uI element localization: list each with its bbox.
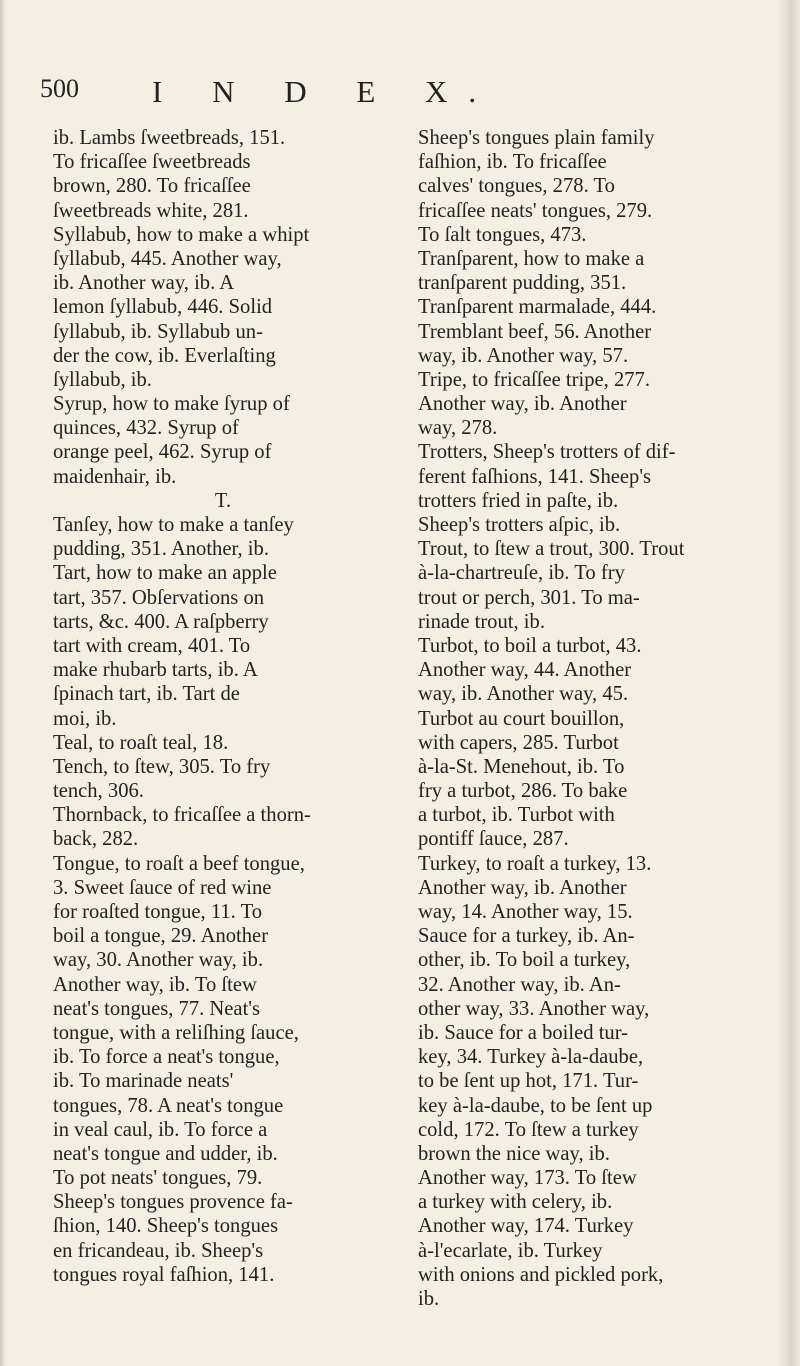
index-line: ſweetbreads white, 281.: [53, 199, 249, 222]
index-line: fricaſſee neats' tongues, 279.: [418, 199, 653, 222]
index-line: rinade trout, ib.: [418, 610, 545, 633]
index-line: Sheep's tongues provence fa-: [53, 1191, 293, 1214]
index-line: trotters fried in paſte, ib.: [418, 489, 619, 512]
index-line: Tremblant beef, 56. Another: [418, 320, 652, 343]
index-line: 32. Another way, ib. An-: [418, 973, 621, 996]
index-line: neat's tongue and udder, ib.: [53, 1142, 278, 1165]
index-line: 3. Sweet ſauce of red wine: [53, 876, 272, 899]
index-line: Trotters, Sheep's trotters of dif-: [418, 441, 676, 464]
index-line: tranſparent pudding, 351.: [418, 272, 627, 295]
index-line: der the cow, ib. Everlaſting: [53, 344, 276, 367]
index-line: trout or perch, 301. To ma-: [418, 586, 640, 609]
index-line: Teal, to roaſt teal, 18.: [53, 731, 229, 754]
index-line: Syrup, how to make ſyrup of: [53, 393, 290, 416]
index-line: moi, ib.: [53, 707, 117, 730]
index-line: To ſalt tongues, 473.: [418, 223, 587, 246]
index-line: other, ib. To boil a turkey,: [418, 949, 631, 972]
index-line: Sheep's trotters aſpic, ib.: [418, 514, 621, 536]
index-line: faſhion, ib. To fricaſſee: [418, 151, 607, 174]
index-line: tart with cream, 401. To: [53, 634, 251, 657]
index-line: tongue, with a reliſhing ſauce,: [53, 1021, 299, 1044]
index-line: with onions and pickled pork,: [418, 1263, 664, 1286]
page-edge-shadow: [778, 0, 800, 1366]
index-line: cold, 172. To ſtew a turkey: [418, 1118, 639, 1141]
index-line: back, 282.: [53, 828, 139, 851]
index-line: calves' tongues, 278. To: [418, 175, 615, 198]
index-line: neat's tongues, 77. Neat's: [53, 997, 261, 1020]
index-line: Another way, ib. To ſtew: [53, 973, 257, 996]
index-line: Tongue, to roaſt a beef tongue,: [53, 852, 305, 875]
index-line: ib. Lambs ſweetbreads, 151.: [53, 127, 286, 149]
index-line: ib.: [418, 1288, 440, 1310]
index-line: lemon ſyllabub, 446. Solid: [53, 296, 273, 319]
index-line: Another way, ib. Another: [418, 876, 627, 899]
index-line: Tranſparent marmalade, 444.: [418, 296, 657, 319]
index-line: in veal caul, ib. To force a: [53, 1118, 268, 1141]
index-line: à-la-chartreuſe, ib. To fry: [418, 562, 625, 585]
index-line: ib. Another way, ib. A: [53, 272, 235, 295]
index-line: orange peel, 462. Syrup of: [53, 441, 272, 464]
page-header: [40, 74, 760, 114]
index-line: quinces, 432. Syrup of: [53, 417, 239, 440]
index-line: way, 30. Another way, ib.: [53, 949, 264, 972]
index-line: key, 34. Turkey à-la-daube,: [418, 1046, 644, 1069]
index-line: ſyllabub, ib.: [53, 368, 152, 391]
index-line: à-la-St. Menehout, ib. To: [418, 755, 625, 778]
index-line: tench, 306.: [53, 780, 144, 803]
index-line: Thornback, to fricaſſee a thorn-: [53, 804, 311, 827]
index-line: make rhubarb tarts, ib. A: [53, 659, 258, 682]
index-column-right: [418, 126, 758, 1311]
index-line: way, ib. Another way, 45.: [418, 683, 629, 706]
index-line: tongues, 78. A neat's tongue: [53, 1094, 284, 1117]
index-line: tart, 357. Obſervations on: [53, 586, 265, 609]
index-line: To fricaſſee ſweetbreads: [53, 151, 251, 174]
index-column-left: [53, 126, 393, 1287]
index-line: pontiff ſauce, 287.: [418, 828, 569, 851]
index-line: Turbot, to boil a turbot, 43.: [418, 634, 642, 657]
index-line: Tart, how to make an apple: [53, 562, 277, 585]
index-line: tongues royal faſhion, 141.: [53, 1263, 275, 1286]
index-line: Trout, to ſtew a trout, 300. Trout: [418, 538, 685, 561]
index-line: Sheep's tongues plain family: [418, 127, 655, 149]
index-line: brown the nice way, ib.: [418, 1142, 610, 1165]
index-line: a turbot, ib. Turbot with: [418, 804, 615, 827]
index-line: a turkey with celery, ib.: [418, 1191, 613, 1214]
index-line: ſpinach tart, ib. Tart de: [53, 683, 240, 706]
index-line: à-l'ecarlate, ib. Turkey: [418, 1239, 603, 1262]
index-line: other way, 33. Another way,: [418, 997, 650, 1020]
index-line: tarts, &c. 400. A raſpberry: [53, 610, 269, 633]
index-line: ſyllabub, 445. Another way,: [53, 247, 282, 270]
index-line: Tanſey, how to make a tanſey: [53, 514, 294, 536]
index-line: ib. To marinade neats': [53, 1070, 234, 1093]
index-line: boil a tongue, 29. Another: [53, 925, 269, 948]
index-line: way, ib. Another way, 57.: [418, 344, 629, 367]
index-line: ſyllabub, ib. Syllabub un-: [53, 320, 263, 343]
index-line: Turbot au court bouillon,: [418, 707, 625, 730]
page-number: 500: [40, 74, 79, 103]
index-line: ſhion, 140. Sheep's tongues: [53, 1215, 279, 1238]
index-line: with capers, 285. Turbot: [418, 731, 619, 754]
index-line: T.: [214, 489, 232, 512]
page-gutter-shadow: [0, 0, 6, 1366]
index-line: Another way, ib. Another: [418, 393, 627, 416]
index-line: ferent faſhions, 141. Sheep's: [418, 465, 652, 488]
index-line: maidenhair, ib.: [53, 465, 177, 488]
index-line: ib. Sauce for a boiled tur-: [418, 1021, 629, 1044]
index-line: way, 14. Another way, 15.: [418, 901, 633, 923]
index-line: Another way, 174. Turkey: [418, 1215, 634, 1238]
index-line: en fricandeau, ib. Sheep's: [53, 1239, 264, 1262]
index-line: Tench, to ſtew, 305. To fry: [53, 755, 271, 778]
index-line: To pot neats' tongues, 79.: [53, 1167, 263, 1190]
index-line: way, 278.: [418, 417, 498, 440]
index-line: Tranſparent, how to make a: [418, 247, 645, 270]
index-line: Tripe, to fricaſſee tripe, 277.: [418, 368, 651, 391]
index-line: for roaſted tongue, 11. To: [53, 901, 263, 923]
index-line: Turkey, to roaſt a turkey, 13.: [418, 852, 652, 875]
index-line: Sauce for a turkey, ib. An-: [418, 925, 635, 948]
index-line: brown, 280. To fricaſſee: [53, 175, 251, 198]
index-line: pudding, 351. Another, ib.: [53, 538, 269, 561]
index-line: Another way, 44. Another: [418, 659, 632, 682]
index-line: to be ſent up hot, 171. Tur-: [418, 1070, 639, 1093]
index-line: fry a turbot, 286. To bake: [418, 780, 628, 803]
index-line: ib. To force a neat's tongue,: [53, 1046, 280, 1069]
page-title: I N D E X.: [152, 74, 498, 109]
index-line: key à-la-daube, to be ſent up: [418, 1094, 653, 1117]
index-line: Another way, 173. To ſtew: [418, 1167, 637, 1190]
index-line: Syllabub, how to make a whipt: [53, 223, 310, 246]
